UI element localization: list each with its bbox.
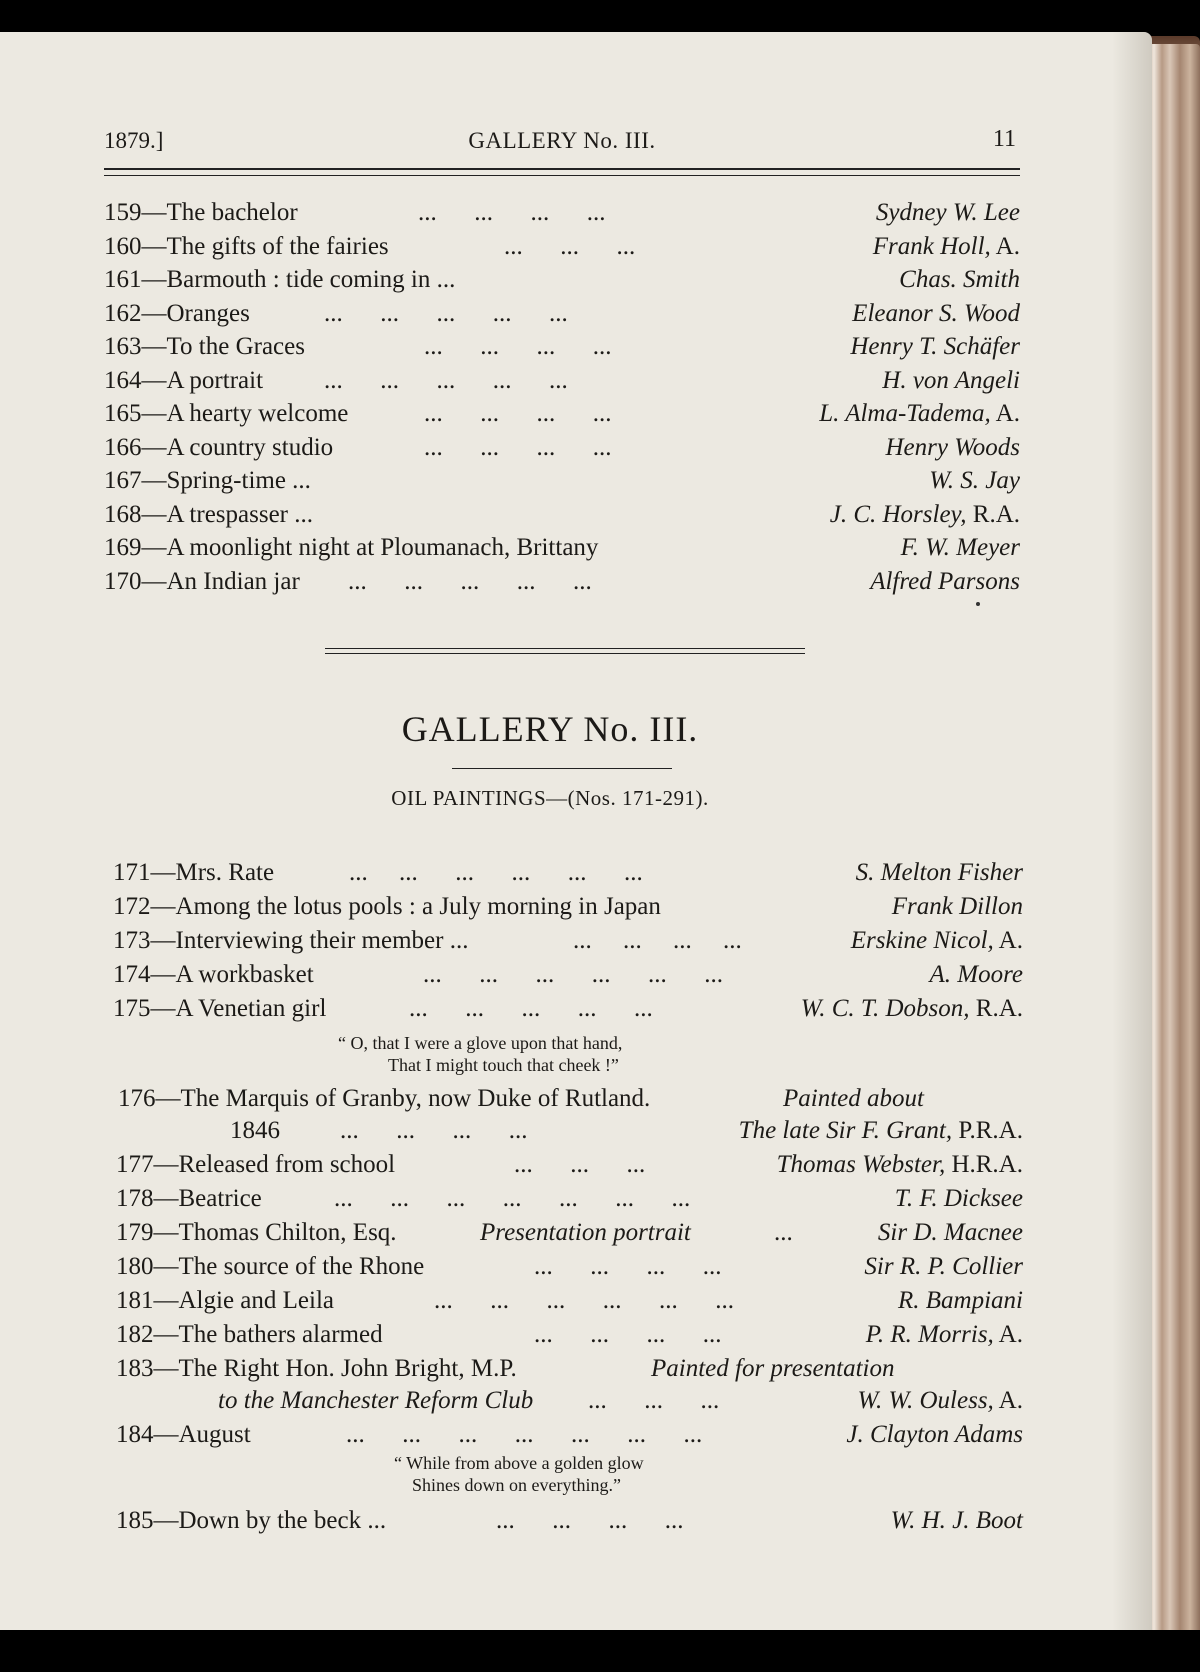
- catalogue-entry: 184—August ... ... ... ... ... ... ... J. Clayton Adams: [116, 1421, 1023, 1448]
- catalogue-entry: 159—The bachelor ... ... ... ... Sydney W. Lee: [104, 199, 1020, 226]
- entry-title: Down by the beck ...: [178, 1507, 387, 1534]
- entry-note-continuation: to the Manchester Reform Club: [218, 1387, 534, 1414]
- entry-title: Among the lotus pools : a July morning in Japan: [175, 893, 661, 920]
- entry-title: A moonlight night at Ploumanach, Brittany: [166, 534, 599, 561]
- entry-title: An Indian jar: [166, 567, 300, 595]
- entry-artist: W. H. J. Boot: [890, 1507, 1023, 1534]
- leader-dots: ... ... ... ...: [340, 1117, 528, 1144]
- entry-number: 173: [113, 927, 151, 954]
- catalogue-entry: 185—Down by the beck ... ... ... ... ... W. H. J. Boot: [116, 1507, 1023, 1534]
- entry-number: 163: [104, 333, 142, 360]
- entry-number: 160: [104, 232, 142, 260]
- entry-artist: Sydney W. Lee: [875, 199, 1020, 226]
- leader-dots: ... ... ... ... ... ...: [423, 961, 723, 988]
- running-head-year: 1879.]: [104, 128, 164, 153]
- leader-dots: ... ... ... ...: [573, 927, 742, 954]
- entry-artist: S. Melton Fisher: [855, 859, 1023, 886]
- entry-title: Released from school: [178, 1151, 396, 1178]
- entry-number: 168: [104, 500, 142, 528]
- entry-note: Presentation portrait: [480, 1219, 691, 1246]
- entry-title: Spring-time ...: [166, 467, 311, 494]
- entry-title: The Marquis of Granby, now Duke of Rutland.: [180, 1085, 651, 1112]
- entry-artist: Eleanor S. Wood: [852, 299, 1020, 327]
- entry-artist: A. Moore: [929, 961, 1023, 988]
- entry-number: 179: [116, 1219, 154, 1246]
- entry-artist: Erskine Nicol, A.: [850, 927, 1023, 954]
- entry-title: August: [178, 1421, 251, 1448]
- catalogue-entry: 175—A Venetian girl ... ... ... ... ... W. C. T. Dobson, R.A.: [113, 995, 1023, 1022]
- entry-number: 185: [116, 1507, 154, 1534]
- entry-artist: L. Alma-Tadema, A.: [819, 400, 1020, 427]
- catalogue-entry: 171—Mrs. Rate ... ... ... ... ... ... S. Melton Fisher: [113, 859, 1023, 886]
- entry-year: 1846: [230, 1117, 280, 1144]
- entry-artist: Thomas Webster, H.R.A.: [776, 1151, 1023, 1178]
- entry-artist: W. C. T. Dobson, R.A.: [800, 995, 1023, 1022]
- entry-artist: R. Bampiani: [898, 1287, 1023, 1314]
- entry-number: 184: [116, 1421, 154, 1448]
- catalogue-entry: 176—The Marquis of Granby, now Duke of Rutland. Painted about: [118, 1085, 924, 1112]
- entry-number: 167: [104, 467, 142, 494]
- leader-dots: ... ... ...: [504, 232, 636, 260]
- leader-dots: ... ... ... ...: [496, 1507, 684, 1534]
- catalogue-entry: 177—Released from school ... ... ... Thomas Webster, H.R.A.: [116, 1151, 1023, 1178]
- entry-title: A portrait: [166, 366, 264, 394]
- entry-title: Beatrice: [178, 1185, 262, 1212]
- book-spine-edge: [1148, 44, 1200, 1630]
- catalogue-entry: 178—Beatrice ... ... ... ... ... ... ... T. F. Dicksee: [116, 1185, 1023, 1212]
- catalogue-entry: 179—Thomas Chilton, Esq. Presentation portrait ... Sir D. Macnee: [116, 1219, 1023, 1246]
- page-number: 11: [992, 126, 1016, 152]
- catalogue-entry-continuation: [218, 1386, 1023, 1416]
- catalogue-entry: 170—An Indian jar ... ... ... ... ... Alfred Parsons: [104, 567, 1020, 595]
- quotation: [394, 1452, 644, 1496]
- entry-artist: H. von Angeli: [882, 366, 1020, 394]
- entry-number: 165: [104, 400, 142, 427]
- entry-title: A country studio: [166, 433, 334, 461]
- catalogue-entry: 161—Barmouth : tide coming in ... Chas. Smith: [104, 266, 1020, 293]
- entry-title: The bathers alarmed: [178, 1321, 383, 1348]
- entry-note: Painted for presentation: [651, 1355, 895, 1382]
- entry-number: 176: [118, 1085, 156, 1112]
- catalogue-entry: 180—The source of the Rhone ... ... ... ... Sir R. P. Collier: [116, 1253, 1023, 1280]
- quotation: [338, 1032, 622, 1076]
- leader-dots: ... ... ... ... ... ... ...: [346, 1421, 703, 1448]
- entry-title: Oranges: [166, 299, 250, 327]
- entry-title: The bachelor: [166, 199, 298, 226]
- entry-number: 159: [104, 199, 142, 226]
- catalogue-entry-continuation: [230, 1116, 1023, 1146]
- leader-dots: ... ... ... ...: [534, 1253, 722, 1280]
- entry-number: 174: [113, 961, 151, 988]
- entry-number: 169: [104, 534, 142, 561]
- entry-title: The source of the Rhone: [178, 1253, 425, 1280]
- entry-artist: Alfred Parsons: [870, 567, 1020, 595]
- entry-artist: W. S. Jay: [929, 467, 1020, 494]
- entry-number: 182: [116, 1321, 154, 1348]
- quotation-line: “ While from above a golden glow: [394, 1453, 644, 1473]
- leader-dots: ... ... ... ... ... ... ...: [334, 1185, 691, 1212]
- catalogue-entry: 164—A portrait ... ... ... ... ... H. von Angeli: [104, 366, 1020, 394]
- running-head-title: GALLERY No. III.: [468, 128, 656, 153]
- catalogue-entry: 168—A trespasser ... J. C. Horsley, R.A.: [104, 500, 1020, 528]
- catalogue-entry: 169—A moonlight night at Ploumanach, Brittany F. W. Meyer: [104, 534, 1020, 561]
- leader-dots: ... ... ... ... ...: [348, 567, 592, 595]
- entry-number: 183: [116, 1355, 154, 1382]
- leader-dots: ... ... ... ... ... ...: [434, 1287, 734, 1314]
- leader-dots: ... ... ... ...: [534, 1321, 722, 1348]
- leader-dots: ... ... ... ... ... ...: [349, 859, 643, 886]
- entry-artist: Frank Holl, A.: [872, 232, 1020, 260]
- catalogue-entry: 174—A workbasket ... ... ... ... ... ... A. Moore: [113, 961, 1023, 988]
- entry-title: Algie and Leila: [178, 1287, 334, 1314]
- entry-number: 177: [116, 1151, 154, 1178]
- entry-number: 180: [116, 1253, 154, 1280]
- header-rule: [104, 168, 1020, 176]
- entry-artist: J. Clayton Adams: [846, 1421, 1023, 1448]
- entry-number: 181: [116, 1287, 154, 1314]
- quotation-line: That I might touch that cheek !”: [388, 1055, 619, 1075]
- entry-artist: Sir R. P. Collier: [864, 1253, 1023, 1280]
- entry-artist: P. R. Morris, A.: [865, 1321, 1023, 1348]
- entry-number: 171: [113, 859, 151, 886]
- catalogue-entry: 183—The Right Hon. John Bright, M.P. Painted for presentation: [116, 1355, 895, 1382]
- leader-dots: ... ... ... ... ...: [324, 299, 568, 327]
- entry-artist: T. F. Dicksee: [894, 1185, 1023, 1212]
- leader-dots: ... ... ... ...: [424, 400, 612, 427]
- entry-number: 166: [104, 433, 142, 461]
- entry-artist: W. W. Ouless, A.: [857, 1387, 1023, 1414]
- catalogue-entry: 167—Spring-time ... W. S. Jay: [104, 467, 1020, 494]
- leader-dots: ... ... ... ... ...: [409, 995, 653, 1022]
- catalogue-entry: 181—Algie and Leila ... ... ... ... ... ... R. Bampiani: [116, 1287, 1023, 1314]
- entry-title: The Right Hon. John Bright, M.P.: [178, 1355, 517, 1382]
- section-subheading: OIL PAINTINGS—(Nos. 171-291).: [391, 786, 709, 810]
- entry-number: 161: [104, 266, 142, 293]
- catalogue-entry: 165—A hearty welcome ... ... ... ... L. Alma-Tadema, A.: [104, 400, 1020, 427]
- entry-title: A trespasser ...: [166, 500, 313, 528]
- entry-number: 164: [104, 366, 142, 394]
- entry-artist: Henry T. Schäfer: [850, 333, 1020, 360]
- catalogue-entry: 166—A country studio ... ... ... ... Henry Woods: [104, 433, 1020, 461]
- entry-note: Painted about: [783, 1085, 924, 1112]
- entry-number: 170: [104, 567, 142, 595]
- entry-title: A Venetian girl: [175, 995, 327, 1022]
- entry-title: The gifts of the fairies: [166, 232, 389, 260]
- leader-dots: ...: [774, 1219, 793, 1246]
- catalogue-entry: 172—Among the lotus pools : a July morning in Japan Frank Dillon: [113, 893, 1023, 920]
- section-divider-rule: [325, 648, 805, 654]
- entry-number: 175: [113, 995, 151, 1022]
- leader-dots: ... ... ... ...: [424, 333, 612, 360]
- entry-title: A hearty welcome: [166, 400, 349, 427]
- entry-title: Barmouth : tide coming in ...: [166, 266, 456, 293]
- entry-artist: Sir D. Macnee: [877, 1219, 1023, 1246]
- entry-title: Interviewing their member ...: [175, 927, 469, 954]
- leader-dots: ... ... ...: [588, 1387, 720, 1414]
- catalogue-entry: 163—To the Graces ... ... ... ... Henry T. Schäfer: [104, 333, 1020, 360]
- leader-dots: ... ... ... ... ...: [324, 366, 568, 394]
- quotation-line: Shines down on everything.”: [412, 1475, 621, 1495]
- entry-title: Mrs. Rate: [175, 859, 275, 886]
- ink-speck: [976, 602, 980, 606]
- catalogue-entry: 173—Interviewing their member ... ... ... ... ... Erskine Nicol, A.: [113, 927, 1023, 954]
- leader-dots: ... ... ... ...: [418, 199, 606, 226]
- entry-artist: F. W. Meyer: [900, 534, 1020, 561]
- quotation-line: “ O, that I were a glove upon that hand,: [338, 1033, 623, 1053]
- entry-title: A workbasket: [175, 961, 314, 988]
- catalogue-entry: 160—The gifts of the fairies ... ... ... Frank Holl, A.: [104, 232, 1020, 260]
- entry-artist: The late Sir F. Grant, P.R.A.: [738, 1117, 1023, 1144]
- catalogue-entry: 182—The bathers alarmed ... ... ... ... P. R. Morris, A.: [116, 1321, 1023, 1348]
- entry-title: Thomas Chilton, Esq.: [178, 1219, 397, 1246]
- running-head: [104, 120, 1020, 160]
- entry-title: To the Graces: [166, 333, 305, 360]
- entry-artist: Henry Woods: [885, 433, 1020, 461]
- entry-artist: Chas. Smith: [899, 266, 1020, 293]
- entry-artist: Frank Dillon: [891, 893, 1023, 920]
- leader-dots: ... ... ...: [514, 1151, 646, 1178]
- section-heading-rule: [452, 768, 672, 769]
- leader-dots: ... ... ... ...: [424, 433, 612, 461]
- entry-artist: J. C. Horsley, R.A.: [829, 500, 1020, 528]
- section-heading: GALLERY No. III.: [401, 709, 699, 749]
- entry-number: 162: [104, 299, 142, 327]
- catalogue-entry: 162—Oranges ... ... ... ... ... Eleanor S. Wood: [104, 299, 1020, 327]
- entry-number: 172: [113, 893, 151, 920]
- entry-number: 178: [116, 1185, 154, 1212]
